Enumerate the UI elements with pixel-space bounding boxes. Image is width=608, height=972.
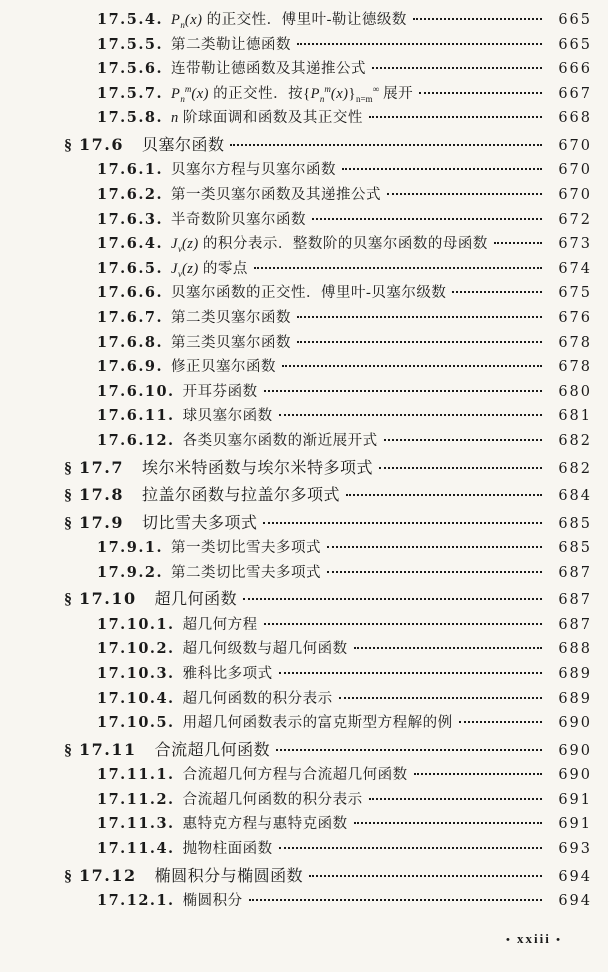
dot-leader [413,18,542,20]
entry-title: 第二类贝塞尔函数 [171,310,292,327]
entry-title: 超几何函数的积分表示 [182,690,333,707]
entry-page-number: 678 [558,359,592,376]
entry-number: 17.11 [79,739,137,759]
toc-entry [0,763,608,788]
toc-entry [0,82,608,107]
entry-title: 球贝塞尔函数 [182,408,273,425]
entry-number: 17.12 [79,865,137,885]
entry-page-number: 688 [558,641,592,658]
entry-number: 17.10.1. [97,615,175,633]
entry-number: 17.6.6. [97,284,164,302]
entry-number: 17.11.3. [97,815,175,833]
section-mark: § [64,487,72,505]
entry-page-number: 693 [558,841,592,858]
entry-page-number: 689 [558,665,592,682]
entry-page-number: 665 [558,12,592,28]
entry-title: $P_n^m(x)$ 的正交性．按$\{P_n^m(x)\}_{n=m}^\infty$ 展开 [171,83,414,104]
dot-leader [339,697,542,699]
entry-number: 17.6.7. [97,309,164,327]
toc-entry [0,281,608,306]
entry-page-number: 676 [558,310,592,327]
entry-title: 第二类切比雪夫多项式 [171,564,322,581]
folio-left-bullet: • [505,934,512,946]
entry-page-number: 687 [558,592,592,609]
toc-entry [0,509,608,537]
entry-page-number: 682 [558,433,592,449]
dot-leader [387,193,542,195]
entry-page-number: 691 [558,816,592,833]
entry-number: 17.6.3. [97,210,164,228]
toc-entry [0,711,608,736]
entry-page-number: 690 [558,767,592,784]
entry-title: 第一类切比雪夫多项式 [171,540,322,557]
entry-number: 17.5.5. [97,35,164,53]
dot-leader [369,116,542,118]
toc-entry [0,736,608,764]
toc-entry [0,232,608,257]
section-mark: § [64,867,72,885]
dot-leader [327,546,542,548]
toc-entry [0,106,608,131]
toc-entry [0,331,608,356]
toc-entry [0,561,608,586]
dot-leader [249,899,542,901]
entry-title: 各类贝塞尔函数的渐近展开式 [182,433,378,449]
entry-page-number: 689 [558,690,592,707]
entry-number: 17.6 [79,134,124,154]
toc-entry [0,404,608,429]
folio-right-bullet: • [556,934,562,946]
dot-leader [243,598,542,600]
entry-number: 17.11.2. [97,790,175,808]
entry-page-number: 694 [558,893,592,910]
toc-entry [0,687,608,712]
dot-leader [264,623,542,625]
toc-entry [0,429,608,454]
toc-entry [0,33,608,58]
dot-leader [327,571,542,573]
dot-leader [312,218,542,220]
entry-number: 17.5.7. [97,84,164,102]
entry-number: 17.11.4. [97,840,175,858]
entry-number: 17.8 [79,485,124,505]
entry-page-number: 690 [558,742,592,759]
toc-entry [0,454,608,482]
toc-entry [0,637,608,662]
toc-entry [0,158,608,183]
entry-page-number: 681 [558,408,592,425]
entry-number: 17.7 [79,457,124,477]
entry-title: 贝塞尔方程与贝塞尔函数 [171,162,337,179]
entry-number: 17.10.5. [97,714,175,732]
entry-title: $J_\nu(z)$ 的积分表示．整数阶的贝塞尔函数的母函数 [171,236,488,255]
toc-entry [0,306,608,331]
toc-entry [0,183,608,208]
entry-number: 17.6.1. [97,161,164,179]
entry-title: 超几何方程 [182,616,258,633]
dot-leader [254,267,542,269]
entry-title: 第二类勒让德函数 [171,36,292,53]
entry-number: 17.5.4. [97,11,164,28]
dot-leader [459,721,542,723]
entry-page-number: 687 [558,564,592,581]
entry-page-number: 666 [558,61,592,78]
toc-entry [0,355,608,380]
entry-page-number: 684 [558,488,592,505]
dot-leader [452,291,542,293]
entry-title: 第三类贝塞尔函数 [171,334,292,351]
entry-title: 半奇数阶贝塞尔函数 [171,211,307,228]
dot-leader [419,92,542,94]
entry-page-number: 691 [558,791,592,808]
toc-entry [0,585,608,613]
entry-title: 椭圆积分 [182,893,243,910]
entry-page-number: 668 [558,110,592,127]
entry-page-number: 682 [558,460,592,477]
entry-title: 惠特克方程与惠特克函数 [182,816,348,833]
entry-number: 17.5.6. [97,60,164,78]
section-mark: § [64,591,72,609]
entry-title: $J_\nu(z)$ 的零点 [171,260,248,279]
entry-page-number: 675 [558,285,592,302]
entry-page-number: 673 [558,236,592,253]
toc-entry [0,862,608,890]
dot-leader [279,672,542,674]
toc-list [0,8,608,914]
entry-number: 17.6.8. [97,333,164,351]
section-mark: § [64,459,72,477]
entry-title: 合流超几何函数 [154,741,271,759]
toc-entry [0,380,608,405]
entry-title: 超几何级数与超几何函数 [182,641,348,658]
entry-page-number: 674 [558,260,592,277]
entry-title: 第一类贝塞尔函数及其递推公式 [171,187,382,204]
dot-leader [494,242,542,244]
entry-title: 修正贝塞尔函数 [171,359,277,376]
entry-number: 17.9.2. [97,563,164,581]
entry-page-number: 670 [558,187,592,204]
entry-number: 17.6.11. [97,407,175,425]
entry-title: 椭圆积分与椭圆函数 [154,867,304,885]
entry-number: 17.6.10. [97,382,175,400]
entry-title: 合流超几何方程与合流超几何函数 [182,767,408,784]
dot-leader [276,749,542,751]
entry-number: 17.9.1. [97,539,164,557]
toc-entry [0,662,608,687]
entry-page-number: 670 [558,137,592,154]
entry-page-number: 670 [558,162,592,179]
entry-page-number: 690 [558,715,592,732]
dot-leader [297,316,542,318]
dot-leader [354,647,542,649]
section-mark: § [64,514,72,532]
dot-leader [384,439,542,441]
dot-leader [263,522,542,524]
entry-page-number: 667 [558,85,592,102]
entry-page-number: 687 [558,616,592,633]
entry-title: 抛物柱面函数 [182,841,273,858]
dot-leader [372,67,542,69]
dot-leader [379,467,542,469]
toc-entry [0,613,608,638]
dot-leader [297,341,542,343]
entry-title: 合流超几何函数的积分表示 [182,791,363,808]
entry-number: 17.5.8. [97,109,164,127]
toc-entry [0,8,608,33]
entry-number: 17.10.3. [97,664,175,682]
toc-entry [0,889,608,914]
dot-leader [282,365,542,367]
dot-leader [279,847,542,849]
toc-entry [0,257,608,282]
entry-title: n 阶球面调和函数及其正交性 [171,110,363,127]
entry-number: 17.6.4. [97,235,164,253]
dot-leader [279,414,542,416]
toc-entry [0,837,608,862]
page-number-folio [506,931,562,947]
entry-number: 17.10.2. [97,640,175,658]
entry-page-number: 678 [558,334,592,351]
toc-entry [0,812,608,837]
entry-title: 埃尔米特函数与埃尔米特多项式 [141,459,373,477]
dot-leader [297,43,542,45]
entry-title: 切比雪夫多项式 [141,514,258,532]
entry-number: 17.6.9. [97,358,164,376]
entry-page-number: 665 [558,36,592,53]
entry-number: 17.9 [79,512,124,532]
entry-number: 17.6.12. [97,432,175,449]
entry-title: 超几何函数 [154,591,238,609]
toc-entry [0,57,608,82]
entry-title: 连带勒让德函数及其递推公式 [171,61,367,78]
entry-number: 17.11.1. [97,766,175,784]
entry-number: 17.10.4. [97,689,175,707]
folio-page-label: xxiii [517,931,551,946]
entry-page-number: 685 [558,540,592,557]
toc-entry [0,788,608,813]
dot-leader [264,390,542,392]
dot-leader [230,144,542,146]
toc-entry [0,208,608,233]
dot-leader [369,798,542,800]
dot-leader [309,875,542,877]
entry-page-number: 694 [558,868,592,885]
toc-entry [0,481,608,509]
entry-number: 17.6.2. [97,186,164,204]
entry-title: 雅科比多项式 [182,665,273,682]
section-mark: § [64,741,72,759]
entry-number: 17.12.1. [97,892,175,910]
entry-title: 开耳芬函数 [182,383,258,400]
section-mark: § [64,136,72,154]
toc-entry [0,131,608,159]
dot-leader [414,773,542,775]
dot-leader [342,168,542,170]
entry-page-number: 672 [558,211,592,228]
entry-page-number: 685 [558,515,592,532]
entry-title: 拉盖尔函数与拉盖尔多项式 [141,487,340,505]
entry-number: 17.10 [79,589,137,609]
toc-entry [0,536,608,561]
entry-title: 用超几何函数表示的富克斯型方程解的例 [182,715,453,732]
dot-leader [354,822,542,824]
dot-leader [346,494,542,496]
entry-title: 贝塞尔函数的正交性．傅里叶-贝塞尔级数 [171,285,447,302]
entry-number: 17.6.5. [97,259,164,277]
entry-title: 贝塞尔函数 [141,136,225,154]
entry-page-number: 680 [558,383,592,400]
entry-title: $P_n(x)$ 的正交性．傅里叶-勒让德级数 [171,12,407,30]
